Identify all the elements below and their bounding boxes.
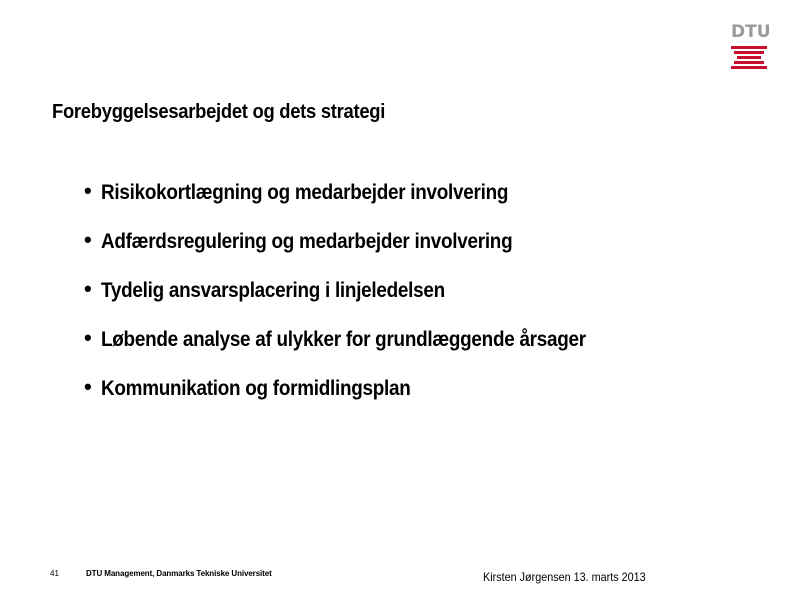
bullet-icon: • — [84, 374, 92, 399]
slide-title: Forebyggelsesarbejdet og dets strategi — [52, 101, 386, 123]
bullet-icon: • — [84, 227, 92, 252]
bullet-icon: • — [84, 178, 92, 203]
dtu-logo-icon — [731, 46, 767, 72]
bullet-icon: • — [84, 276, 92, 301]
footer-organization: DTU Management, Danmarks Tekniske Universitet — [86, 569, 272, 578]
bullet-text: Adfærdsregulering og medarbejder involvering — [101, 230, 513, 253]
bullet-text: Kommunikation og formidlingsplan — [101, 377, 411, 400]
bullet-text: Tydelig ansvarsplacering i linjeledelsen — [101, 279, 445, 302]
slide-number: 41 — [50, 569, 59, 578]
dtu-logo-text: DTU — [731, 22, 771, 42]
bullet-text: Løbende analyse af ulykker for grundlæggende årsager — [101, 328, 586, 351]
footer-author-date: Kirsten Jørgensen 13. marts 2013 — [483, 570, 646, 584]
dtu-logo — [731, 22, 771, 72]
bullet-icon: • — [84, 325, 92, 350]
bullet-text: Risikokortlægning og medarbejder involvering — [101, 181, 509, 204]
